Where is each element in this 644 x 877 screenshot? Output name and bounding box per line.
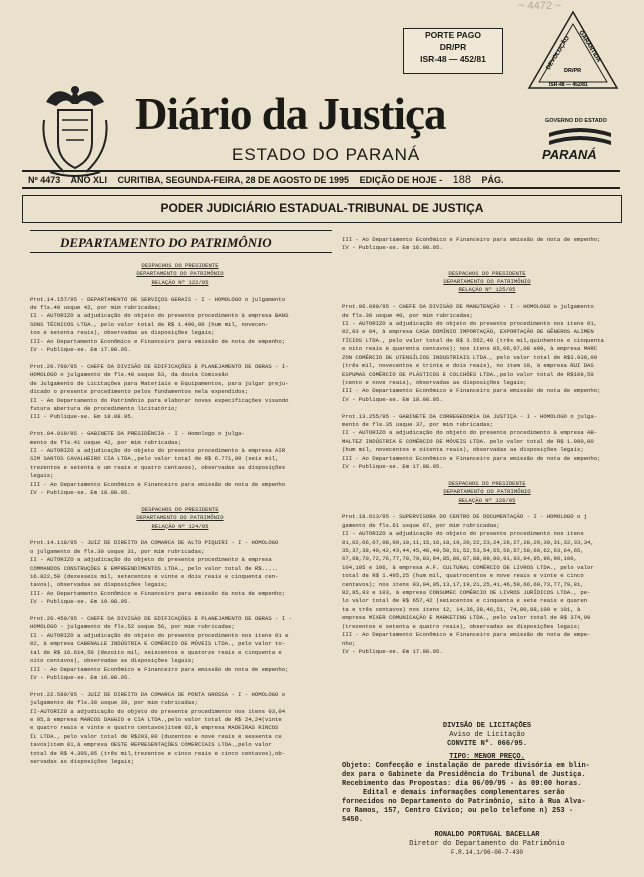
section-heading: DEPARTAMENTO DO PATRIMÔNIO xyxy=(443,488,531,496)
text-line: II - AUTORIZO a adjudicação do objeto do presente procedimento à empresa AB- xyxy=(342,429,598,437)
text-line: Prot.22.580/95 - JUIZ DE DIREITO DA COMARCA DE PONTA GROSSA - I - HOMOLOGO o xyxy=(30,690,286,698)
text-line: Prot.14.118/95 - JUIZ DE DIREITO DA COMARCA DE ALTO PIQUIRI - I - HOMOLOGO xyxy=(30,539,279,547)
seal-text: DEVOLUÇÃO xyxy=(545,35,572,72)
text-line: total de R$ 4.305,05 (três mil,trezentos e cinco reais e cinco centavos),ob- xyxy=(30,749,286,757)
licitacoes-line: dex para o Gabinete da Presidência do Tribunal de Justiça. xyxy=(342,771,586,779)
department-heading: DEPARTAMENTO DO PATRIMÔNIO xyxy=(60,235,272,250)
divider xyxy=(30,252,332,253)
year: ANO XLI xyxy=(70,175,107,185)
licitacoes-line: fornecidos no Departamento do Patrimônio, sito à Rua Alva- xyxy=(342,798,586,806)
text-line: tavos), observadas as disposições legais; xyxy=(30,581,168,589)
gov-name: PARANÁ xyxy=(542,147,597,162)
section-heading: DEPARTAMENTO DO PATRIMÔNIO xyxy=(136,270,224,278)
handwritten-mark: ~ 4472 ~ xyxy=(518,0,562,12)
city-date: CURITIBA, SEGUNDA-FEIRA, 28 DE AGOSTO DE 1995 xyxy=(117,175,350,185)
text-line xyxy=(30,682,330,690)
section-heading: DESPACHOS DO PRESIDENTE xyxy=(141,505,219,513)
text-line: centavos); nos itens 03,04,05,13,17,19,21,25,41,46,59,66,69,73,77,79,81, xyxy=(342,580,584,588)
text-line: Prot.14.157/95 - DEPARTAMENTO DE SERVIÇOS GERAIS - I - HOMOLOGO o julgamento xyxy=(30,295,286,303)
text-line: MALTEZ INDÚSTRIA E COMÉRCIO DE MÓVEIS LTDA. pelo valor total de R$ 1.980,00 xyxy=(342,437,594,445)
text-line: Prot.06.090/95 - CHEFE DA DIVISÃO DE MANUTENÇÃO - I - HOMOLOGO o julgamento xyxy=(342,303,594,311)
section-heading: DEPARTAMENTO DO PATRIMÔNIO xyxy=(443,278,531,286)
text-line: 16.822,50 (dezesseis mil, setecentos e vinte e dois reais e cinquenta cen- xyxy=(30,573,279,581)
text-line: II - AUTORIZO a adjudicação do objeto do presente procedimento à empresa BANS xyxy=(30,312,289,320)
text-line: HOMOLOGO o julgamento de fls.48 usque 63, da douta Comissão xyxy=(30,371,229,379)
text-line: II - Ao Departamento do Patrimônio para elaborar novas especificações visando xyxy=(30,396,289,404)
divider xyxy=(22,170,620,172)
seal-text: ISR-48 — 452/81 xyxy=(549,82,588,88)
licitacoes-line: 5450. xyxy=(342,816,364,824)
text-line: 104,105 e 106, à empresa A.F. CULTURAL COMÉRCIO DE LIVROS LTDA., pelo valor xyxy=(342,563,594,571)
text-line: 02,03 e 04, à empresa CASA DOMÍNIO IMPORTAÇÃO, EXPORTAÇÃO DE GÊNEROS ALIMEN xyxy=(342,328,594,336)
text-line: SIM SANTOS CAVALHEIRO CIA LTDA.,pelo valor total de R$ 6.771,00 (seis mil, xyxy=(30,455,279,463)
text-line: lo valor total de R$ 657,42 (seiscentos e cinquenta e sete reais e quaren xyxy=(342,597,588,605)
text-line xyxy=(342,253,632,261)
tipo-line: TIPO: MENOR PREÇO. xyxy=(449,753,525,761)
text-line: (cento e nove reais), observadas as disposições legais; xyxy=(342,378,527,386)
section-heading: RELAÇÃO Nº 124/95 xyxy=(151,522,209,530)
text-line: o julgamento de fls.30 usque 31, por mim rubricadas; xyxy=(30,547,205,555)
masthead-subtitle: ESTADO DO PARANÁ xyxy=(232,145,421,164)
section-heading: DEPARTAMENTO DO PATRIMÔNIO xyxy=(136,514,224,522)
text-line: (hum mil, novecentos e oitenta reais), observadas as disposições legais; xyxy=(342,446,584,454)
section-heading: RELAÇÃO Nº 125/95 xyxy=(458,286,516,294)
divider xyxy=(30,230,332,231)
text-line xyxy=(342,505,632,513)
text-line xyxy=(342,471,632,479)
text-line xyxy=(30,287,330,295)
text-line: julgamento de fls.38 usque 39, por mim rubricadas; xyxy=(30,699,198,707)
text-line: HOMOLOGO - julgamento de fls.52 usque 56, por mim rubricadas; xyxy=(30,623,235,631)
gov-label: GOVERNO DO ESTADO xyxy=(545,118,607,124)
right-column xyxy=(342,236,632,656)
seal-text: GARANTIDA xyxy=(577,29,602,64)
text-line: ESPUMAS COMÉRCIO DE PLÁSTICOS E COLCHÕES LTDA.,pelo valor total de R$109,50 xyxy=(342,370,594,378)
text-line: IV - Publique-se. Em 16.08.95. xyxy=(30,673,131,681)
text-line: e oito reais e quarenta centavos); nos itens 05,06,07,08 e09, à empresa MARC xyxy=(342,345,598,353)
text-line: Prot.20.700/95 - CHEFE DA DIVISÃO DE EDIFICAÇÕES E PLANEJAMENTO DE OBRAS - I- xyxy=(30,362,289,370)
text-line: IV - Publique-se. Em 19.08.95. xyxy=(30,598,131,606)
text-line: 01,02,06,07,08,09,10,11,15,16,18,19,20,22,23,24,26,27,28,29,30,31,32,33,34, xyxy=(342,538,594,546)
text-line: IV - Publique-se. Em 17.08.95. xyxy=(30,346,131,354)
text-line: III - Publique-se. Em 18.08.95. xyxy=(30,413,135,421)
text-line: III- Ao Departamento Econômico e Financeiro para emissão da nota de empenho; xyxy=(30,589,286,597)
licitacoes-line: Objeto: Confecção e instalação de parede divisória em blin- xyxy=(342,762,590,770)
licitacoes-title: DIVISÃO DE LICITAÇÕES xyxy=(442,722,532,730)
text-line: 67,68,70,72,76,77,78,79,83,84,85,86,87,88,89,90,91,93,94,95,96,98,100, xyxy=(342,555,577,563)
masthead-title: Diário da Justiça xyxy=(135,89,446,139)
text-line: II - AUTORIZO a adjudicação do objeto do presente procedimento nos itens 01 e xyxy=(30,631,289,639)
text-line xyxy=(342,404,632,412)
section-banner: PODER JUDICIÁRIO ESTADUAL-TRIBUNAL DE JUSTIÇA xyxy=(160,201,484,215)
licitacoes-line: Recebimento das Propostas: dia 06/09/95 - às 09:00 horas. xyxy=(342,780,582,788)
text-line: 35,37,38,40,42,43,44,45,48,49,50,51,52,53,54,55,56,57,58,60,62,63,64,65, xyxy=(342,547,584,555)
text-line: III - Ao Departamento Econômico e Financeiro para emissão de nota de empenho xyxy=(30,480,286,488)
text-line: ÍL LTDA., pelo valor total de R$203,00 (duzentos e nove reais e sessenta ce xyxy=(30,732,282,740)
text-line: SONS TÉCNICOS LTDA., pelo valor total de R$ 1.490,00 (hum mil, novecen- xyxy=(30,320,269,328)
edition-label: EDIÇÃO DE HOJE - xyxy=(359,175,443,185)
section-heading: DESPACHOS DO PRESIDENTE xyxy=(448,269,526,277)
text-line: servadas as disposições legais; xyxy=(30,757,135,765)
dateline xyxy=(28,174,512,186)
text-line xyxy=(342,261,632,269)
text-line: III- Ao Departamento Econômico e Financeiro para emissão de nota de empenho; xyxy=(30,337,286,345)
section-heading: RELAÇÃO Nº 122/95 xyxy=(151,278,209,286)
text-line: de fls.40 usque 42, por mim rubricadas; xyxy=(30,304,161,312)
licitacoes-subtitle: Aviso de Licitação xyxy=(449,731,525,739)
text-line xyxy=(30,422,330,430)
text-line xyxy=(30,531,330,539)
text-line: Prot.13.255/95 - GABINETE DA CORREGEDORIA DA JUSTIÇA - I - HOMOLOGO o julga- xyxy=(342,412,598,420)
text-line: empresa MIXER COMUNICAÇÃO E MARKETING LTDA., pelo valor total de R$ 374,99 xyxy=(342,614,591,622)
devolucao-garantida-seal xyxy=(527,10,619,92)
parana-crest-icon xyxy=(36,80,114,180)
text-line: ZON COMÉRCIO DE UTENSÍLIOS INDUSTRIAIS LTDA., pelo valor total de R$3.930,00 xyxy=(342,353,598,361)
porte-pago-line: DR/PR xyxy=(439,42,467,52)
text-line: dicado o presente procedimento pelos fundamentos nela expendidos; xyxy=(30,388,249,396)
page-label: PÁG. xyxy=(481,175,504,185)
text-line: oito centavos), observadas as disposições legais; xyxy=(30,657,195,665)
text-line xyxy=(342,295,632,303)
text-line: TÍCIOS LTDA., pelo valor total de R$ 3.552,40 (três mil,quinhentos e cinquenta xyxy=(342,336,604,344)
page-count: 188 xyxy=(452,174,471,186)
text-line xyxy=(30,354,330,362)
footer-code: F.R.14.1/96-00-7-430 xyxy=(450,849,523,856)
text-line: COMMANDOS CONSTRUÇÕES E EMPREENDIMENTOS LTDA., pelo valor total de R$..... xyxy=(30,564,279,572)
licitacoes-notice xyxy=(342,722,632,857)
text-line: Prot.18.613/95 - SUPERVISORA DO CENTRO DE DOCUMENTAÇÃO - I - HOMOLOGO o j xyxy=(342,513,588,521)
text-line: Prot.04.919/95 - GABINETE DA PRESIDÊNCIA - I - Homologo o julga- xyxy=(30,430,245,438)
section-heading: DESPACHOS DO PRESIDENTE xyxy=(141,262,219,269)
signer-name: RONALDO PORTUGAL BACELLAR xyxy=(434,831,540,839)
text-line: e 05,à empresa MARCOS DAGGIO e CIA LTDA.,pelo valor total de R$ 24,24(vinte xyxy=(30,715,282,723)
divider xyxy=(22,187,620,189)
text-line: IV - Publique-se. Em 16.08.95. xyxy=(342,244,443,252)
text-line: IV - Publique-se. Em 18.08.95. xyxy=(30,488,131,496)
text-line: III - Ao Departamento Econômico e Financeiro para emissão de nota de empenho; xyxy=(342,454,601,462)
text-line: tal de R$ 16.614,50 (dezoito mil, seiscentos e quatorze reais e cinquenta e xyxy=(30,648,282,656)
text-line: total de R$ 1.495,25 (hum mil, quatrocentos e nove reais e vinte e cinco xyxy=(342,572,584,580)
text-line: mento de fls.35 usque 37, por mim rubricadas; xyxy=(342,420,494,428)
text-line: Prot.20.450/95 - CHEFE DA DIVISÃO DE EDIFICAÇÕES E PLANEJAMENTO DE OBRAS - I - xyxy=(30,615,292,623)
text-line xyxy=(30,497,330,505)
text-line: II - AUTORIZO a adjudicação do objeto do presente procedimento à empresa xyxy=(30,556,272,564)
text-line: nho; xyxy=(342,639,356,647)
text-line: tavos)item 01,à empresa OESTE REPRESENTAÇÕES COMERCIAIS LTDA.,pelo valor xyxy=(30,741,272,749)
edition-number: Nº 4473 xyxy=(28,175,61,185)
text-line xyxy=(30,607,330,615)
porte-pago-line: PORTE PAGO xyxy=(424,30,482,40)
text-line: III - Ao Departamento Econômico e Financeiro para emissão de nota de empenho; xyxy=(30,665,289,673)
text-line: 82,85,93 e 103, à empresa CONSUMEC COMÉRCIO DE LIVROS JURÍDICOS LTDA., pe- xyxy=(342,589,591,597)
text-line: II - AUTORIZO a adjudicação do objeto do presente procedimento à empresa AIR xyxy=(30,446,286,454)
text-line: legais; xyxy=(30,472,54,480)
porte-pago-box xyxy=(403,28,503,74)
text-line: IV - Publique-se. Em 18.08.95. xyxy=(342,395,443,403)
text-line: gamento de fls.61 usque 67, por mim rubricadas; xyxy=(342,521,500,529)
text-line: III - Ao Departamento Econômico e Financeiro para emissão de nota de empenho; xyxy=(342,387,601,395)
seal-text: DR/PR xyxy=(564,68,582,74)
convite-number: CONVITE Nº. 066/95. xyxy=(447,740,527,748)
text-line: ta e três centavos) nos itens 12, 14,36,38,46,51, 74,80,88,100 e 101, à xyxy=(342,605,581,613)
text-line: II - AUTORIZO a adjudicação do objeto do presente procedimento nos itens xyxy=(342,530,584,538)
licitacoes-line: ro Ramos, 157, Centro Cívico; ou pelo telefone n) 253 - xyxy=(342,807,574,815)
left-column xyxy=(30,262,330,766)
text-line: II - AUTORIZO a adjudicação do objeto do presente procedimento nos itens 01, xyxy=(342,320,598,328)
text-line: mento de fls.41 usque 42, por mim rubricadas; xyxy=(30,438,182,446)
text-line: futura abertura de procedimento licitatório; xyxy=(30,404,178,412)
text-line: IV - Publique-se. Em 17.08.95. xyxy=(342,647,443,655)
section-heading: RELAÇÃO Nº 126/95 xyxy=(458,496,516,504)
text-line: de Julgamento de Licitações para Materiais e Equipamentos, para julgar preju- xyxy=(30,379,289,387)
porte-pago-line: ISR-48 — 452/81 xyxy=(420,54,486,64)
text-line: e quatro reais e vinte e quatro centavos)item 02,à empresa MADEIRAS RINCOS xyxy=(30,724,279,732)
signer-role: Diretor do Departamento do Patrimônio xyxy=(409,840,565,848)
text-line: II-AUTORIZO a adjudicação do objeto do presente procedimento nos itens 03,04 xyxy=(30,707,286,715)
licitacoes-line: Edital e demais informações complementares serão xyxy=(342,789,565,797)
text-line: tos e setenta reais), observadas as disposições legais; xyxy=(30,329,215,337)
text-line: III - Ao Departamento Econômico e Financeiro para emissão de nota de empe- xyxy=(342,631,591,639)
section-heading: DESPACHOS DO PRESIDENTE xyxy=(448,479,526,487)
text-line: (trezentos e setenta e quatro reais), observadas as disposições legais; xyxy=(342,622,581,630)
text-line: 02, à empresa CABENALLE INDÚSTRIA E COMÉRCIO DE MÓVEIS LTDA., pelo valor to- xyxy=(30,640,286,648)
text-line: de fls.38 usque 40, por mim rubricadas; xyxy=(342,311,473,319)
text-line: IV - Publique-se. Em 17.08.95. xyxy=(342,462,443,470)
text-line: trezentos e setenta e um reais e quatro centavos), observadas as disposições xyxy=(30,463,286,471)
text-line: III - Ao Departamento Econômico e Financeiro para emissão de nota de empenho; xyxy=(342,236,601,243)
text-line: (três mil, novecentos e trinta e dois reais), no item 10, à empresa RUI DAS xyxy=(342,362,594,370)
